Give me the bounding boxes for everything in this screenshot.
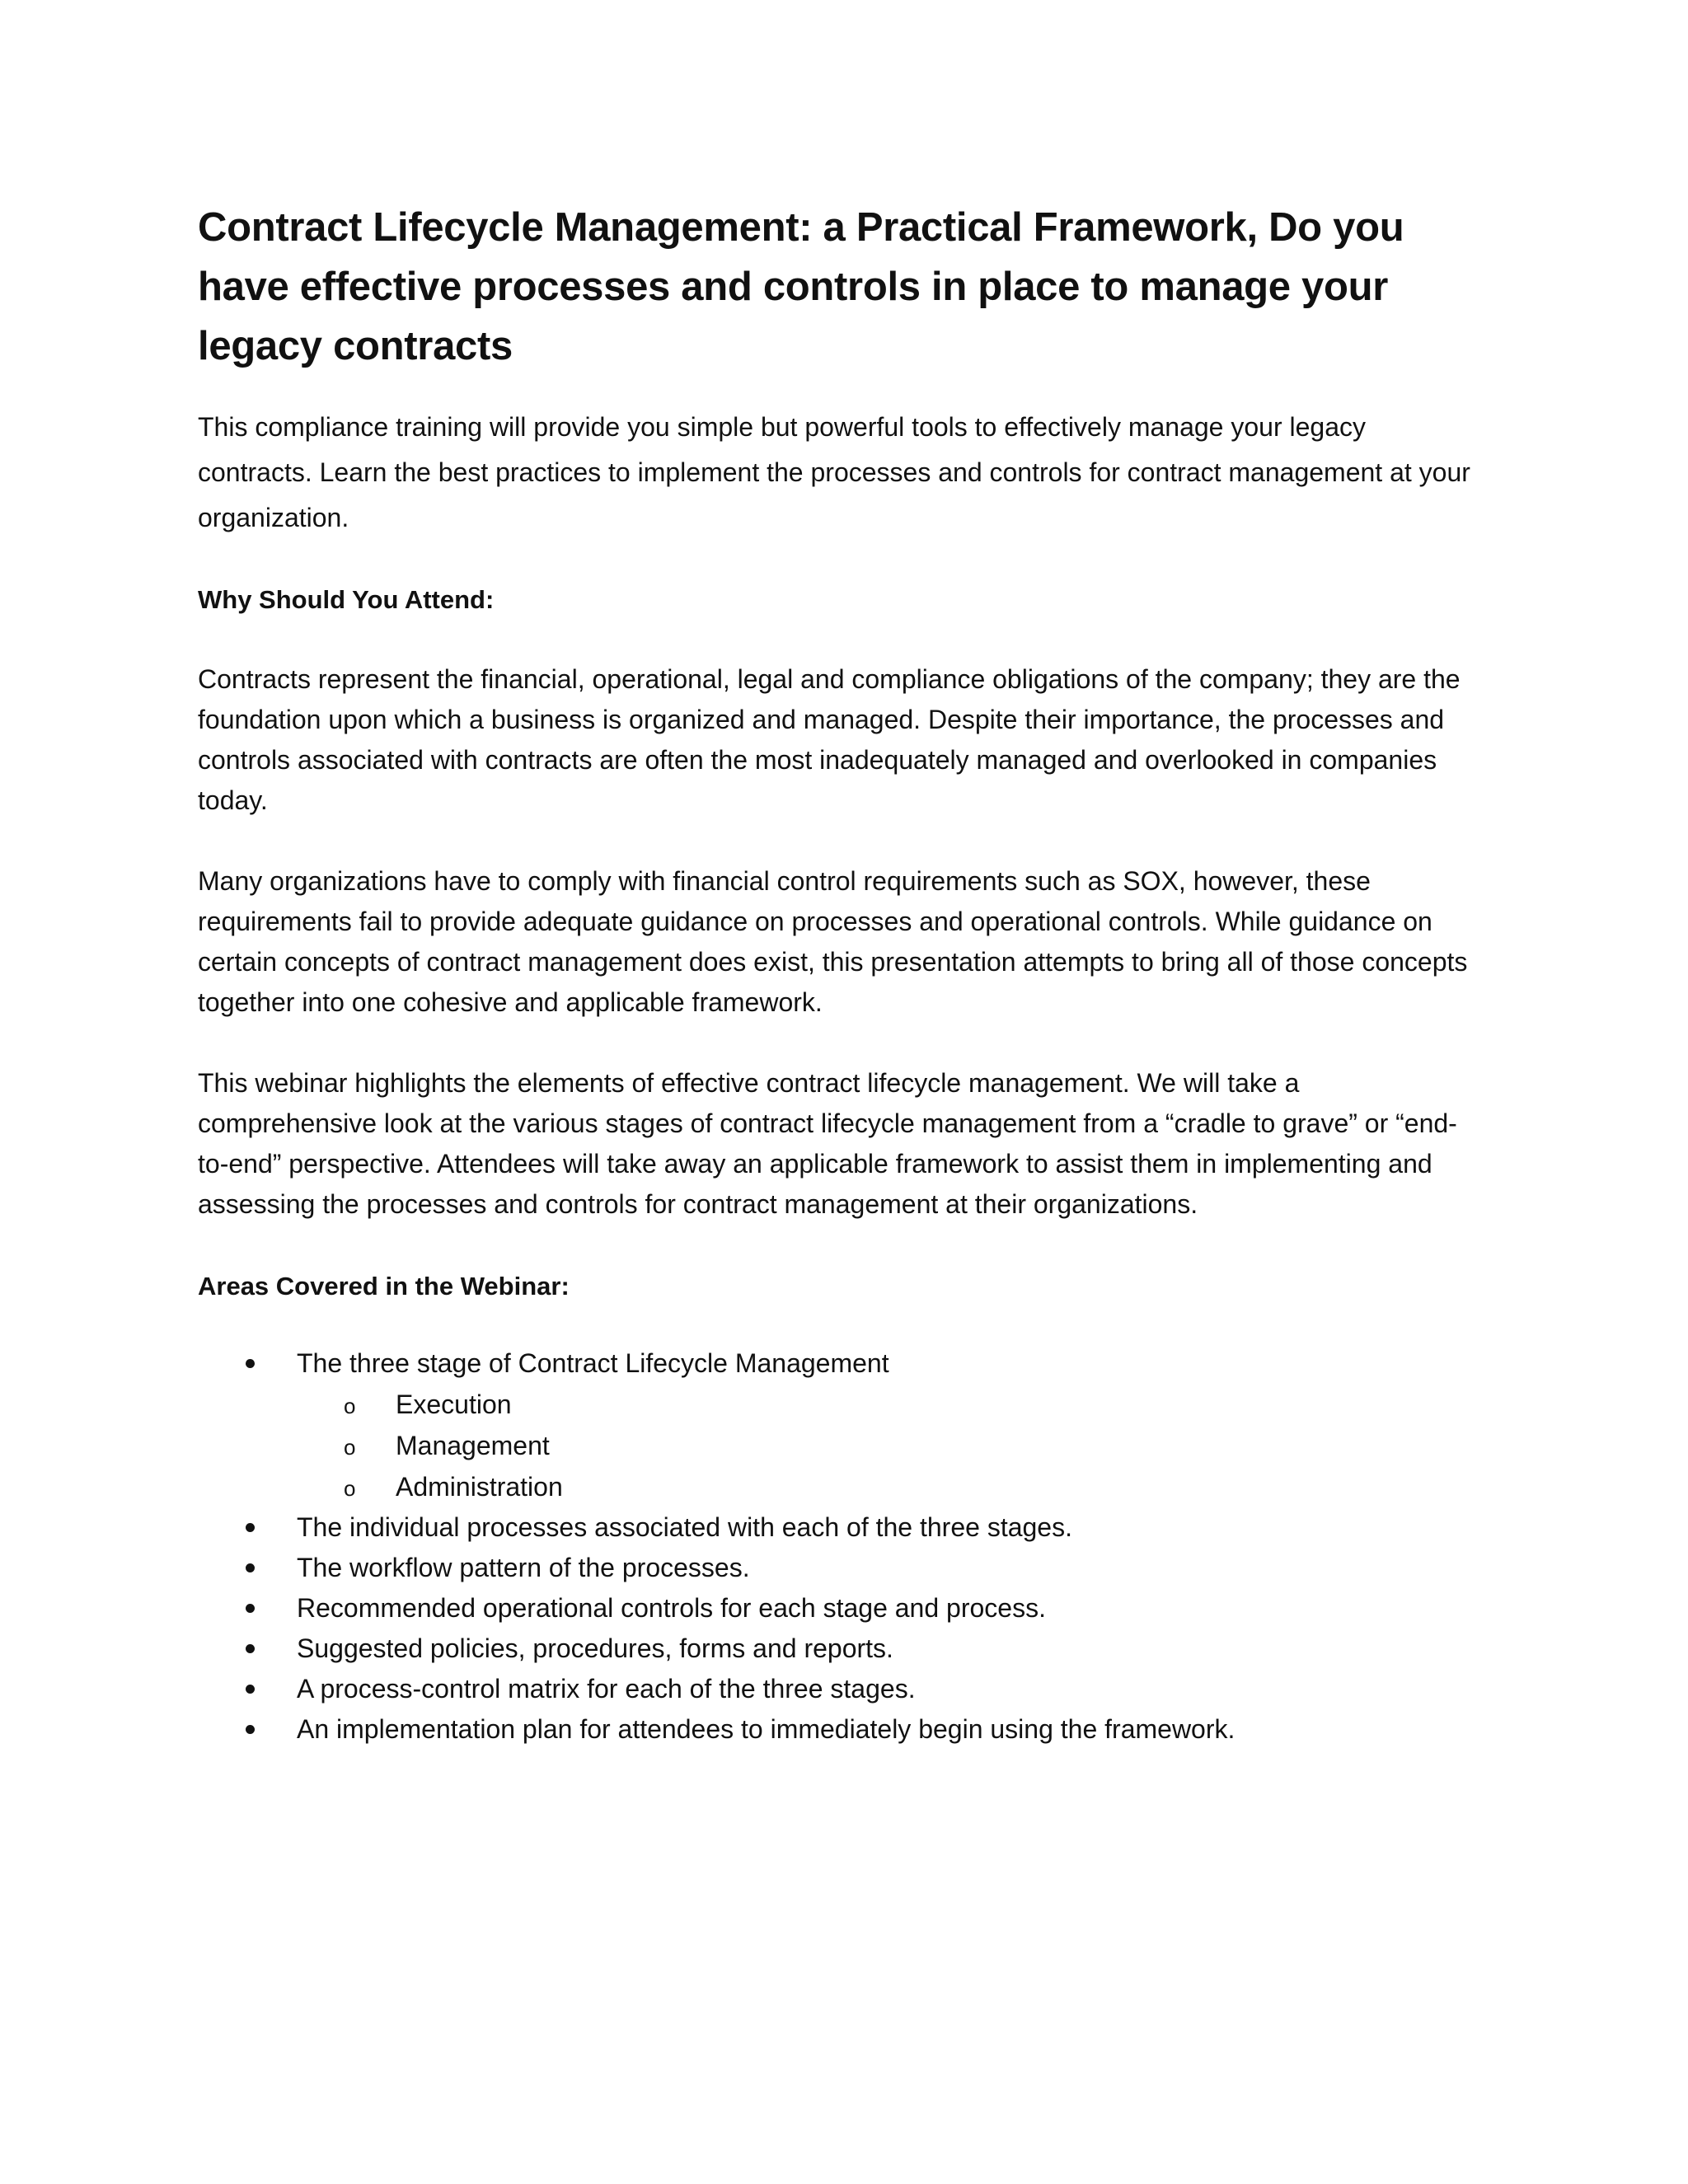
list-item — [198, 1629, 1484, 1669]
stage-sublist — [297, 1384, 1484, 1507]
list-item — [198, 1588, 1484, 1629]
why-attend-heading: Why Should You Attend: — [198, 585, 495, 614]
circle-bullet-icon: o — [344, 1476, 356, 1501]
list-item — [198, 1507, 1484, 1548]
list-item — [198, 1548, 1484, 1588]
list-item — [198, 1709, 1484, 1750]
list-item-text: The three stage of Contract Lifecycle Management — [297, 1348, 889, 1378]
list-item-text: Suggested policies, procedures, forms and reports. — [297, 1633, 893, 1663]
list-item-text: The workflow pattern of the processes. — [297, 1553, 750, 1582]
areas-covered-list — [198, 1343, 1484, 1750]
sub-list-item — [297, 1466, 1484, 1507]
bullet-icon — [246, 1523, 255, 1532]
paragraph-organizations: Many organizations have to comply with financial control requirements such as SOX, however, these requirements fail to provide adequate guidance on processes and operational controls. While guidance on certain concepts of contract management does exist, this presentation attempts to bring all of those concepts together into one cohesive and applicable framework. — [198, 866, 1468, 1017]
sub-list-item-text: Execution — [396, 1390, 512, 1419]
sub-list-item-text: Management — [396, 1431, 550, 1460]
bullet-icon — [246, 1563, 255, 1572]
bullet-icon — [246, 1359, 255, 1368]
bullet-icon — [246, 1725, 255, 1734]
list-item — [198, 1343, 1484, 1507]
intro-paragraph: This compliance training will provide you simple but powerful tools to effectively manage your legacy contracts. Learn the best practices to implement the processes and controls for contract management at your organization. — [198, 412, 1470, 532]
list-item — [198, 1669, 1484, 1709]
paragraph-contracts: Contracts represent the financial, operational, legal and compliance obligations of the company; they are the foundation upon which a business is organized and managed. Despite their importance, the processes and controls associated with contracts are often the most inadequately managed and overlooked in companies today. — [198, 664, 1461, 815]
list-item-text: The individual processes associated with each of the three stages. — [297, 1512, 1072, 1542]
sub-list-item-text: Administration — [396, 1472, 563, 1502]
list-item-text: Recommended operational controls for each stage and process. — [297, 1593, 1046, 1623]
list-item-text: An implementation plan for attendees to immediately begin using the framework. — [297, 1714, 1236, 1744]
areas-covered-heading: Areas Covered in the Webinar: — [198, 1272, 570, 1301]
sub-list-item — [297, 1384, 1484, 1425]
document-page — [198, 198, 1484, 1750]
circle-bullet-icon: o — [344, 1394, 356, 1418]
list-item-text: A process-control matrix for each of the three stages. — [297, 1674, 916, 1704]
document-title: Contract Lifecycle Management: a Practical Framework, Do you have effective processes and controls in place to manage your legacy contracts — [198, 205, 1404, 368]
circle-bullet-icon: o — [344, 1435, 356, 1460]
sub-list-item — [297, 1425, 1484, 1466]
paragraph-webinar: This webinar highlights the elements of effective contract lifecycle management. We will take a comprehensive look at the various stages of contract lifecycle management from a “cradle to grave” or “end-to-end” perspective. Attendees will take away an applicable framework to assist them in implementing and assessing the processes and controls for contract management at their organizations. — [198, 1068, 1457, 1219]
bullet-icon — [246, 1604, 255, 1613]
bullet-icon — [246, 1685, 255, 1694]
bullet-icon — [246, 1644, 255, 1653]
